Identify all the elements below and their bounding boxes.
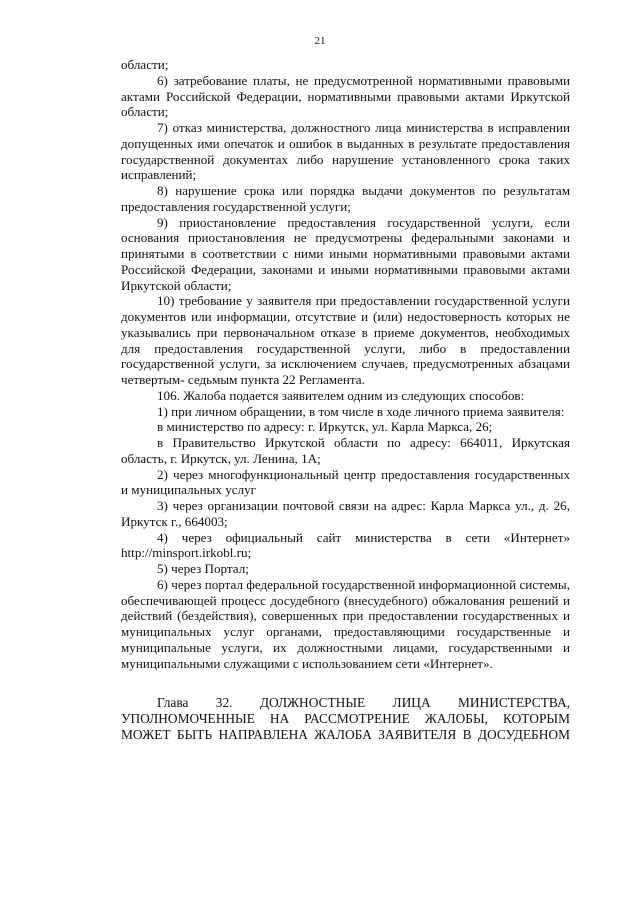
paragraph-106: 106. Жалоба подается заявителем одним из следующих способов:: [157, 387, 525, 403]
paragraph-method-2: 2) через многофункциональный центр предоставления государственных и муниципальных услуг: [121, 466, 570, 498]
paragraph-item-6: 6) затребование платы, не предусмотренной нормативными правовыми актами Российской Федерации, нормативными правовыми актами Иркутской области;: [121, 72, 570, 120]
chapter-heading: Глава 32. ДОЛЖНОСТНЫЕ ЛИЦА МИНИСТЕРСТВА, УПОЛНОМОЧЕННЫЕ НА РАССМОТРЕНИЕ ЖАЛОБЫ, КОТОРЫМ МОЖЕТ БЫТЬ НАПРАВЛЕНА ЖАЛОБА ЗАЯВИТЕЛЯ В ДОСУДЕБНОМ: [121, 695, 570, 743]
paragraph-item-9: 9) приостановление предоставления государственной услуги, если основания приостановления не предусмотрены федеральными законами и принятыми в соответствии с ними иными нормативными правовыми актами Российской Федерации, законами и иными нормативными правовыми актами Иркутской области;: [121, 214, 570, 293]
paragraph-method-6: 6) через портал федеральной государственной информационной системы, обеспечивающей процесс досудебного (внесудебного) обжалования решений и действий (бездействия), совершенных при предоставлении государственных и муниципальных услуг органами, предоставляющими государственные и муниципальные услуги, их должностными лицами, государственными и муниципальными служащими с использованием сети «Интернет».: [121, 576, 570, 671]
paragraph-government-address: в Правительство Иркутской области по адресу: 664011, Иркутская область, г. Иркутск, ул. Ленина, 1А;: [121, 435, 570, 466]
paragraph-item-7: 7) отказ министерства, должностного лица министерства в исправлении допущенных ими опечаток и ошибок в выданных в результате предоставления государственной документах либо нарушение установленного срока таких исправлений;: [121, 120, 570, 183]
paragraph-method-4: 4) через официальный сайт министерства в сети «Интернет» http://minsport.irkobl.ru;: [121, 529, 570, 561]
page-number: 21: [314, 35, 326, 47]
paragraph-item-10: 10) требование у заявителя при предоставлении государственной услуги документов или информации, отсутствие и (или) недостоверность которых не указывались при первоначальном отказе в приеме документов, необходимых для предоставления государственной услуги, либо в предоставлении государственной услуги, за исключением случаев, предусмотренных абзацами четвертым- седьмым пункта 22 Регламента.: [121, 293, 570, 387]
paragraph-method-5: 5) через Портал;: [157, 561, 249, 576]
paragraph-method-1: 1) при личном обращении, в том числе в ходе личного приема заявителя:: [157, 403, 565, 419]
document-body: [121, 57, 570, 743]
paragraph-continuation: области;: [121, 57, 169, 72]
paragraph-ministry-address: в министерство по адресу: г. Иркутск, ул. Карла Маркса, 26;: [157, 419, 493, 435]
paragraph-method-3: 3) через организации почтовой связи на адрес: Карла Маркса ул., д. 26, Иркутск г., 664003;: [121, 498, 570, 529]
paragraph-item-8: 8) нарушение срока или порядка выдачи документов по результатам предоставления государственной услуги;: [121, 183, 570, 214]
